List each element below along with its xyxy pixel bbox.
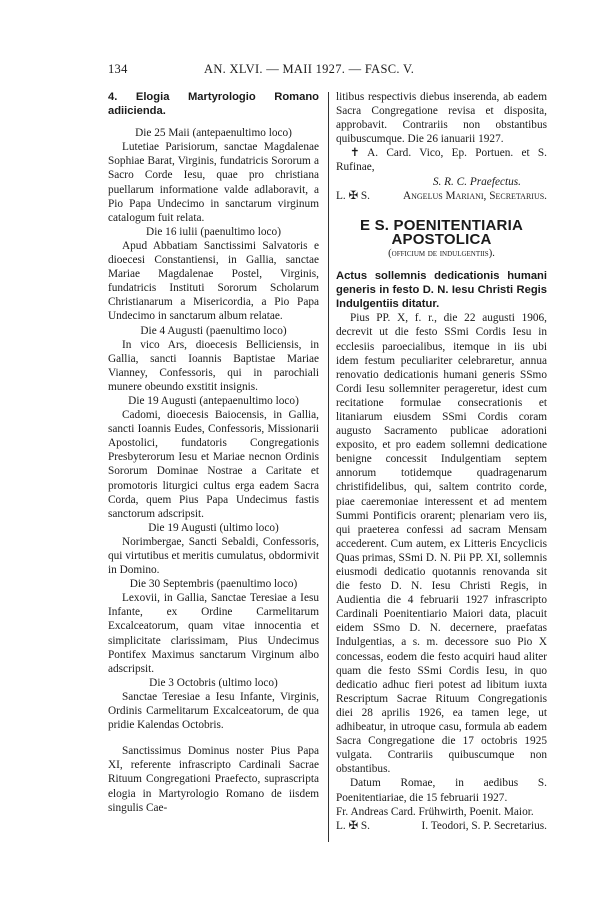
page-header [108,62,500,80]
signature-prefect: ✝ A. Card. Vico, Ep. Portuen. et S. Rufinae, [336,147,547,174]
signature-secretary [336,189,547,203]
elogium-text: Apud Abbatiam Sanctissimi Salvatoris e dioecesi Constantiensi, in Gallia, sanctae Mariae Magdalenae Postel, Virginis, fundatricis Instituti Sororum Scholarum Christianarum a Misericordia, a Pio Papa Undecimo in sanctarum album relatae. [108,239,319,323]
section-subtitle: (officium de indulgentiis). [388,247,495,259]
page-number: 134 [108,62,128,76]
elogium-text: Cadomi, dioecesis Baiocensis, in Gallia, sancti Ioannis Eudes, Confessoris, Missionarii Apostolici, fundatoris Congregationis Presbyterorum Iesu et Mariae necnon Ordinis Sororum Dominae Nostrae a Caritate et promotoris liturgici cultus erga eadem Sacra Corda, quem Pius Papa Undecimus fastis sanctorum adscripsit. [108,409,319,520]
elogium-date: Die 19 Augusti (ultimo loco) [148,521,279,534]
column-divider [328,92,329,842]
approval-continuation: litibus respectivis diebus inserenda, ab eadem Sacra Congregatione revisa et disposita, approbavit. Contrariis non obstantibus quibuscumque. Die 26 ianuarii 1927. [336,91,547,146]
signature-penitentiary: Fr. Andreas Card. Frühwirth, Poenit. Maior. [336,805,534,818]
elogium-date: Die 4 Augusti (paenultimo loco) [140,324,287,337]
elogium-text: Sanctae Teresiae a Iesu Infante, Virginis, Ordinis Carmelitarum Excalceatorum, de qua pridie Kalendas Octobris. [108,690,319,732]
secretary-name: I. Teodori, S. P. Secretarius. [421,819,547,832]
section-title: E S. POENITENTIARIA APOSTOLICA [360,216,523,248]
seal-mark: L. ✠ S. [336,189,370,202]
left-column [108,90,319,815]
right-column [336,90,547,833]
secretary-name: Angelus Mariani, Secretarius. [402,189,547,202]
elogium-date: Die 30 Septembris (paenultimo loco) [129,578,298,591]
elogium-text: Lexovii, in Gallia, Sanctae Teresiae a Iesu Infante, ex Ordine Carmelitarum Excalceatorum, quam vitae innocentia et simplicitate clarissimam, Pius Undecimus Pontifex Maximus sanctarum Virginum albo adscripsit. [108,592,319,675]
seal-mark: L. ✠ S. [336,819,370,832]
decree-body: Pius PP. X, f. r., die 22 augusti 1906, decrevit ut die festo SSmi Cordis Iesu in ecclesiis paroecialibus, itemque in iis ubi idem festum peculiariter celebraretur, annua renovatio dedicationis humani generis SSmo Cordi Iesu sollemniter perageretur, idest cum recitatione formulae consecrationis et litaniarum eiusdem SSmi Cordis coram augusto Sacramento publicae adorationi exposito, et pro eadem sollemni dedicatione benigne concessit Indulgentiam septem annorum totidemque quadragenarum christifidelibus, qui, saltem contrito corde, piae caeremoniae interessent et ad mentem Summi Pontificis orarent; plenariam vero iis, qui praeterea confessi ad sacram Mensam accederent. Cum autem, ex Litteris Encyclicis Quas primas, SSmi D. N. Pii PP. XI, sollemnis eiusmodi dedicatio quotannis renovanda sit die festo D. N. Iesu Christi Regis, in Audientia die 4 februarii 1927 infrascripto Cardinali Poenitentiario Maiori data, placuit eidem SSmo D. N. decernere, praefatas Indulgentias, a s. m. decessore suo Pio X concessas, eodem die festo acquiri haud aliter quam die festo SSmi Cordis Iesu, in quo dedicatio adhuc fieri potest ad libitum iuxta Rescriptum Sacrae Rituum Congregationis diei 28 aprilis 1926, ea tamen lege, ut adhibeatur, in utroque casu, formula ab eadem Sacra Congregatione die 17 octobris 1925 vulgata. Contrariis quibuscumque non obstantibus. [336,312,547,776]
approval-paragraph: Sanctissimus Dominus noster Pius Papa XI, referente infrascripto Cardinali Sacrae Rituum Congregationi Praefecto, suprascripta elogia in Martyrologio Romano de iisdem singulis Cae- [108,745,319,814]
elogium-text: In vico Ars, dioecesis Belliciensis, in Gallia, sancti Ioannis Baptistae Mariae Vianney, Confessoris, qui in parochiali munere obeundo exstitit insignis. [108,338,319,393]
elogium-text: Lutetiae Parisiorum, sanctae Magdalenae Sophiae Barat, Virginis, fundatricis Sororum a Sacro Corde Iesu, quae pro christiana puellarum informatione valde adlaboravit, a Pio Papa Undecimo in sanctarum virginum catalogum fuit relata. [108,141,319,224]
decree-title: Actus sollemnis dedicationis humani generis in festo D. N. Iesu Christi Regis Indulgentiis ditatur. [336,270,547,311]
running-title: AN. XLVI. — MAII 1927. — FASC. V. [204,62,415,76]
signature-secretary-2 [336,819,547,833]
elogium-date: Die 19 Augusti (antepaenultimo loco) [128,394,299,407]
elogium-date: Die 16 iulii (paenultimo loco) [146,225,281,238]
datum-line: Datum Romae, in aedibus S. Poenitentiariae, die 15 februarii 1927. [336,777,547,804]
signature-prefect-title: S. R. C. Praefectus. [432,175,521,188]
elogium-date: Die 25 Maii (antepaenultimo loco) [135,127,292,140]
elogia-heading: 4. Elogia Martyrologio Romano adiicienda. [108,91,319,118]
elogium-date: Die 3 Octobris (ultimo loco) [149,676,278,689]
elogium-text: Norimbergae, Sancti Sebaldi, Confessoris, qui virtutibus et meritis cumulatus, obdormivit in Domino. [108,535,319,577]
